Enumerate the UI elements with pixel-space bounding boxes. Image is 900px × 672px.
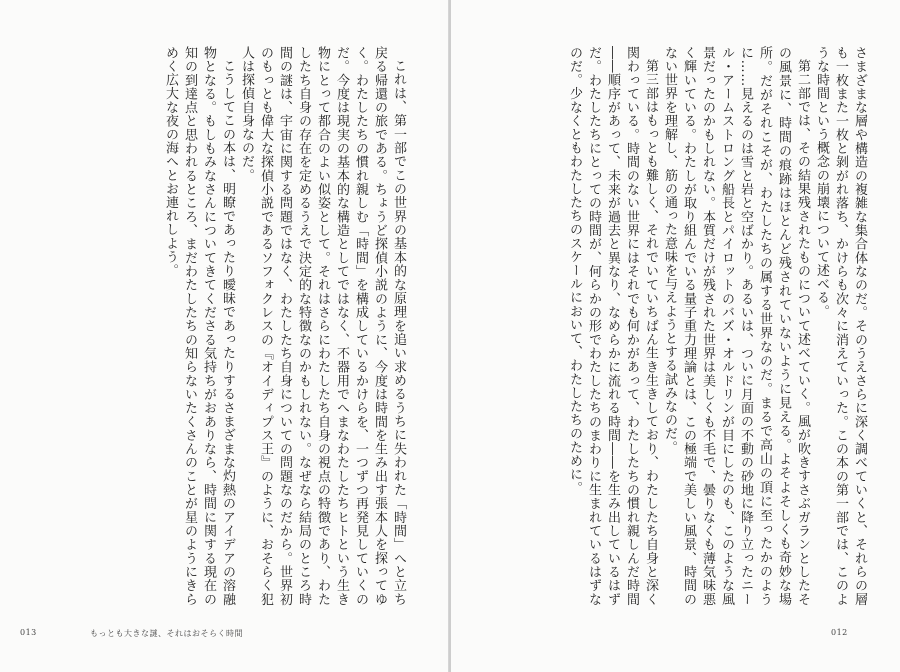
paragraph: 第二部では、その結果残されたものについて述べていく。風が吹きすさぶガランとしたその風景に、時間の痕跡はほとんど残されていないように見える。よそよそしくも奇妙な場所。だがそれこそが、わたしたちの属する世界なのだ。まるで高山の頂に至ったかのように……見えるのは雪と岩と空ばかり。あるいは、ついに月面の不動の砂地に降り立ったニール・アームストロング船長とパイロットのバズ・オルドリンが目にしたのも、このような風景だったのかもしれない。本質だけが残された世界は美しくも不毛で、曇りなくも薄気味悪く輝いている。わたしが取り組んでいる量子重力理論とは、この極端で美しい風景、時間のない世界を理解し、筋の通った意味を与えようとする試みなのだ。	[662, 46, 810, 606]
paragraph: これは、第一部でこの世界の基本的な原理を追い求めるうちに失われた「時間」へと立ち戻る帰還の旅である。ちょうど探偵小説のように、今度は時間を生み出す張本人を探ってゆく。わたしたちの慣れ親しむ「時間」を構成しているかけらを、一つずつ再発見していくのだ。今度は現実の基本的な構造としてではなく、不器用でへまなわたしたちヒトという生き物にとって都合のよい似姿として。それはさらにわたしたち自身の視点の特徴であり、わたしたち自身の存在を定めるうえで決定的な特徴なのかもしれない。なぜなら結局のところ時間の謎は、宇宙に関する問題ではなく、わたしたち自身についての問題なのだから。世界初のもっとも偉大な探偵小説であるソフォクレスの『オイディプス王』のように、おそらく犯人は探偵自身なのだ。	[239, 46, 406, 606]
paragraph: さまざまな層や構造の複雑な集合体なのだ。そのうえさらに深く調べていくと、それらの層も一枚また一枚と剝がれ落ち、かけらも次々に消えていった。この本の第一部では、このような時間という概念の崩壊について述べる。	[814, 46, 867, 606]
left-page	[0, 0, 449, 672]
paragraph: 第三部はもっとも難しく、それでいていちばん生き生きしており、わたしたち自身と深く関わっている。時間のない世界にはそれでも何かがあって、わたしたちの慣れ親しんだ時間――順序があって、未来が過去と異なり、なめらかに流れる時間――を生み出しているはずだ。わたしたちにとっての時間が、何らかの形でわたしたちのまわりに生まれているはずなのだ。少なくともわたしたちのスケールにおいて、わたしたちのために。	[567, 46, 658, 606]
left-page-text	[38, 46, 408, 606]
right-page	[451, 0, 900, 672]
running-head: もっとも大きな謎、それはおそらく時間	[90, 629, 243, 638]
page-number: 013	[20, 628, 37, 637]
paragraph: こうしてこの本は、明瞭であったり曖昧であったりするさまざまな灼熱のアイデアの溶融物となる。もしもみなさんについてきてくださる気持ちがおありなら、時間に関する現在の知の到達点と思われるところ、まだわたしたちの知らないたくさんのことが星のようにきらめく広大な夜の海へとお連れしよう。	[163, 46, 235, 606]
right-page-text	[497, 46, 869, 606]
page-number: 012	[831, 628, 848, 637]
